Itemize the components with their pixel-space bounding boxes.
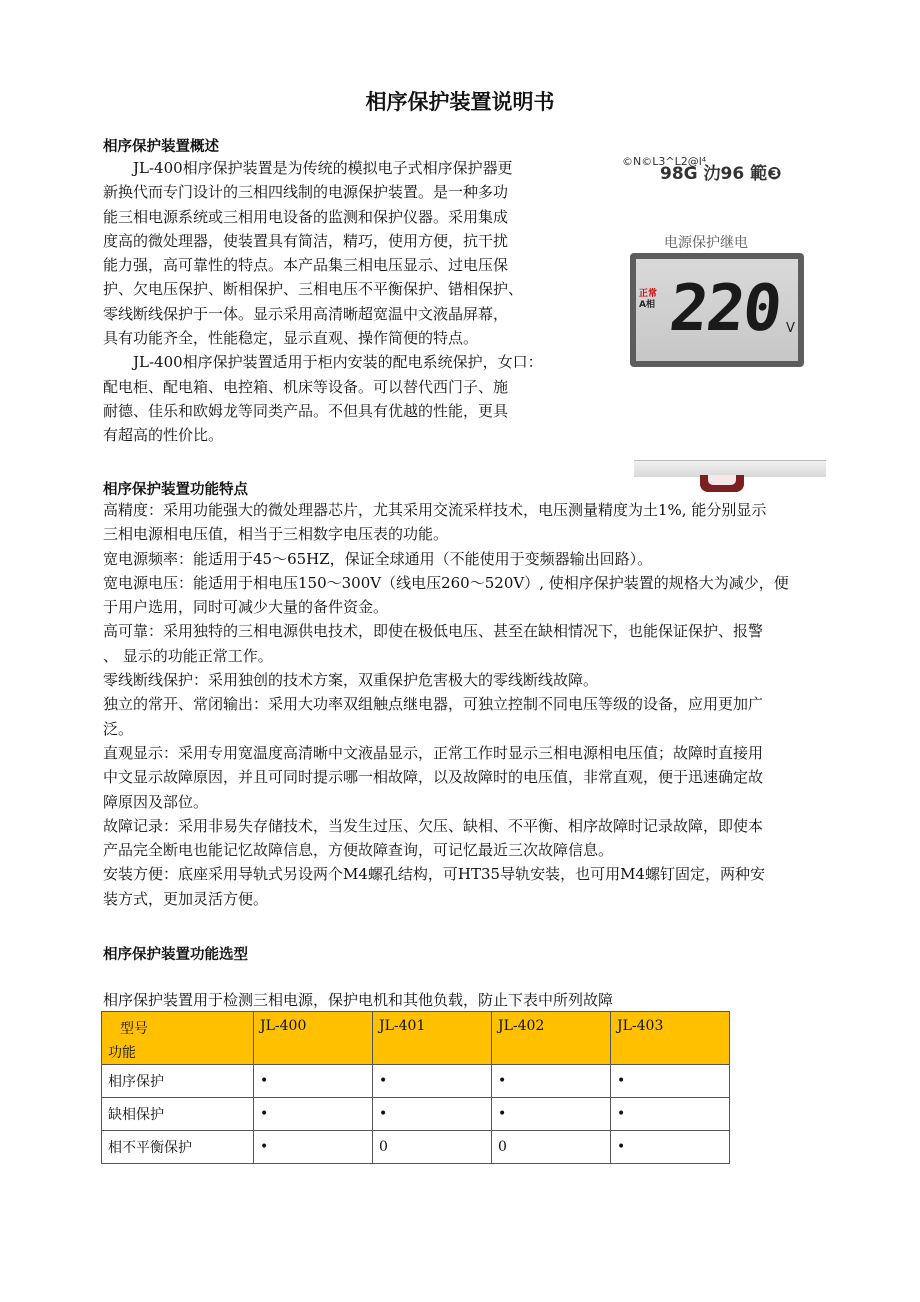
- overview-line: JL-400相序保护装置适用于柜内安装的配电系统保护，女口：: [133, 353, 543, 372]
- table-cell: •: [373, 1065, 492, 1098]
- lcd-display-frame: [630, 253, 804, 367]
- page-title: 相序保护装置说明书: [365, 90, 555, 114]
- table-cell: 0: [373, 1131, 492, 1164]
- table-cell: 0: [492, 1131, 611, 1164]
- feature-line: 故障记录：采用非易失存储技术，当发生过压、欠压、缺相、不平衡、相序故障时记录故障，即使本: [103, 816, 764, 835]
- model-header: JL-402: [492, 1012, 611, 1065]
- feature-line: 、 显示的功能正常工作。: [103, 646, 273, 665]
- feature-line: 安装方便：底座采用导轨式另设两个M4螺孔结构，可HT35导轨安装，也可用M4螺钉固定，两种安: [103, 865, 765, 884]
- overview-line: JL-400相序保护装置是为传统的模拟电子式相序保护器更: [133, 159, 513, 177]
- model-header: JL-400: [254, 1012, 373, 1065]
- table-cell: •: [492, 1065, 611, 1098]
- table-cell: •: [611, 1098, 730, 1131]
- features-paragraph: [103, 498, 789, 911]
- feature-line: 直观显示：采用专用宽温度高清晰中文液晶显示，正常工作时显示三相电源相电压值；故障时直接用: [103, 743, 764, 762]
- lcd-status-text: 正常: [639, 289, 658, 299]
- overview-line: 具有功能齐全，性能稳定，显示直观、操作简便的特点。: [103, 329, 479, 348]
- table-cell: •: [611, 1065, 730, 1098]
- product-caption: 电源保护继电: [664, 235, 748, 251]
- function-name-cell: 相不平衡保护: [102, 1131, 254, 1164]
- table-cell: •: [373, 1098, 492, 1131]
- table-corner-cell: [102, 1012, 254, 1065]
- product-code-line: ©N©L3^L2@l⁴: [622, 155, 707, 168]
- overview-line: 耐德、佳乐和欧姆龙等同类产品。不但具有优越的性能，更具: [103, 401, 509, 420]
- lcd-screen: [636, 259, 798, 361]
- feature-line: 中文显示故障原因，并且可同时提示哪一相故障，以及故障时的电压值，非常直观，便于迅速确定故: [103, 768, 764, 787]
- feature-line: 高可靠：采用独特的三相电源供电技术，即使在极低电压、甚至在缺相情况下，也能保证保护、报警: [103, 622, 764, 641]
- product-code-line: [622, 164, 822, 184]
- feature-line: 宽电源电压：能适用于相电压150～300V（线电压260～520V）, 使相序保护装置的规格大为减少，便: [103, 573, 789, 592]
- header-type-label: 型号: [120, 1021, 148, 1037]
- overview-line: 新换代而专门设计的三相四线制的电源保护装置。是一种多功: [103, 183, 509, 202]
- product-code-text: 98G 氻96 範❸: [660, 164, 782, 184]
- feature-line: 宽电源频率：能适用于45～65HZ，保证全球通用（不能使用于变频器输出回路）。: [103, 549, 653, 568]
- feature-line: 高精度：采用功能强大的微处理器芯片，尤其采用交流采样技术，电压测量精度为土1%, 能分别显示: [103, 501, 767, 519]
- table-row: [102, 1098, 730, 1131]
- feature-line: 泛。: [103, 719, 134, 738]
- table-cell: •: [254, 1065, 373, 1098]
- overview-line: 配电柜、配电箱、电控箱、机床等设备。可以替代西门子、施: [103, 377, 509, 396]
- feature-line: 零线断线保护：采用独创的技术方案，双重保护危害极大的零线断线故障。: [103, 671, 599, 690]
- lcd-status-mark: [639, 289, 657, 311]
- feature-line: 障原因及部位。: [103, 792, 209, 811]
- overview-line: 度高的微处理器，使装置具有简洁，精巧，使用方便，抗干扰: [103, 231, 509, 250]
- lcd-phase-text: A相: [639, 300, 655, 310]
- overview-line: 护、欠电压保护、断相保护、三相电压不平衡保护、错相保护、: [103, 280, 524, 299]
- feature-line: 独立的常开、常闭输出：采用大功率双组触点继电器，可独立控制不同电压等级的设备，应用更加广: [103, 695, 764, 714]
- feature-line: 装方式，更加灵活方便。: [103, 889, 269, 908]
- table-header-row: [102, 1012, 730, 1065]
- overview-line: 有超高的性价比。: [103, 426, 224, 445]
- overview-line: 零线断线保护于一体。显示采用高清晰超宽温中文液晶屏幕，: [103, 304, 509, 323]
- table-cell: •: [254, 1131, 373, 1164]
- model-header: JL-403: [611, 1012, 730, 1065]
- product-model-code: [622, 156, 822, 182]
- feature-line: 三相电源相电压值，相当于三相数字电压表的功能。: [103, 525, 449, 544]
- selection-table: [101, 1011, 730, 1164]
- overview-paragraph: [103, 156, 543, 448]
- table-row: [102, 1131, 730, 1164]
- selection-heading: 相序保护装置功能选型: [103, 947, 248, 963]
- features-heading: 相序保护装置功能特点: [103, 482, 248, 498]
- function-name-cell: 缺相保护: [102, 1098, 254, 1131]
- overview-line: 能三相电源系统或三相用电设备的监测和保护仪器。采用集成: [103, 207, 509, 226]
- table-cell: •: [492, 1098, 611, 1131]
- selection-intro: 相序保护装置用于检测三相电源，保护电机和其他负载，防止下表中所列故障: [103, 991, 614, 1009]
- header-func-label: 功能: [108, 1045, 136, 1061]
- feature-line: 于用户选用，同时可减少大量的备件资金。: [103, 598, 389, 617]
- function-name-cell: 相序保护: [102, 1065, 254, 1098]
- device-rail-clip: [700, 475, 744, 492]
- table-cell: •: [611, 1131, 730, 1164]
- overview-line: 能力强，高可靠性的特点。本产品集三相电压显示、过电压保: [103, 256, 509, 275]
- feature-line: 产品完全断电也能记忆故障信息，方便故障查询，可记忆最近三次故障信息。: [103, 841, 614, 860]
- model-header: JL-401: [373, 1012, 492, 1065]
- overview-heading: 相序保护装置概述: [103, 139, 219, 155]
- table-row: [102, 1065, 730, 1098]
- product-image: [612, 148, 828, 494]
- lcd-voltage-value: 220: [666, 272, 784, 346]
- lcd-voltage-unit: V: [786, 321, 795, 336]
- table-cell: •: [254, 1098, 373, 1131]
